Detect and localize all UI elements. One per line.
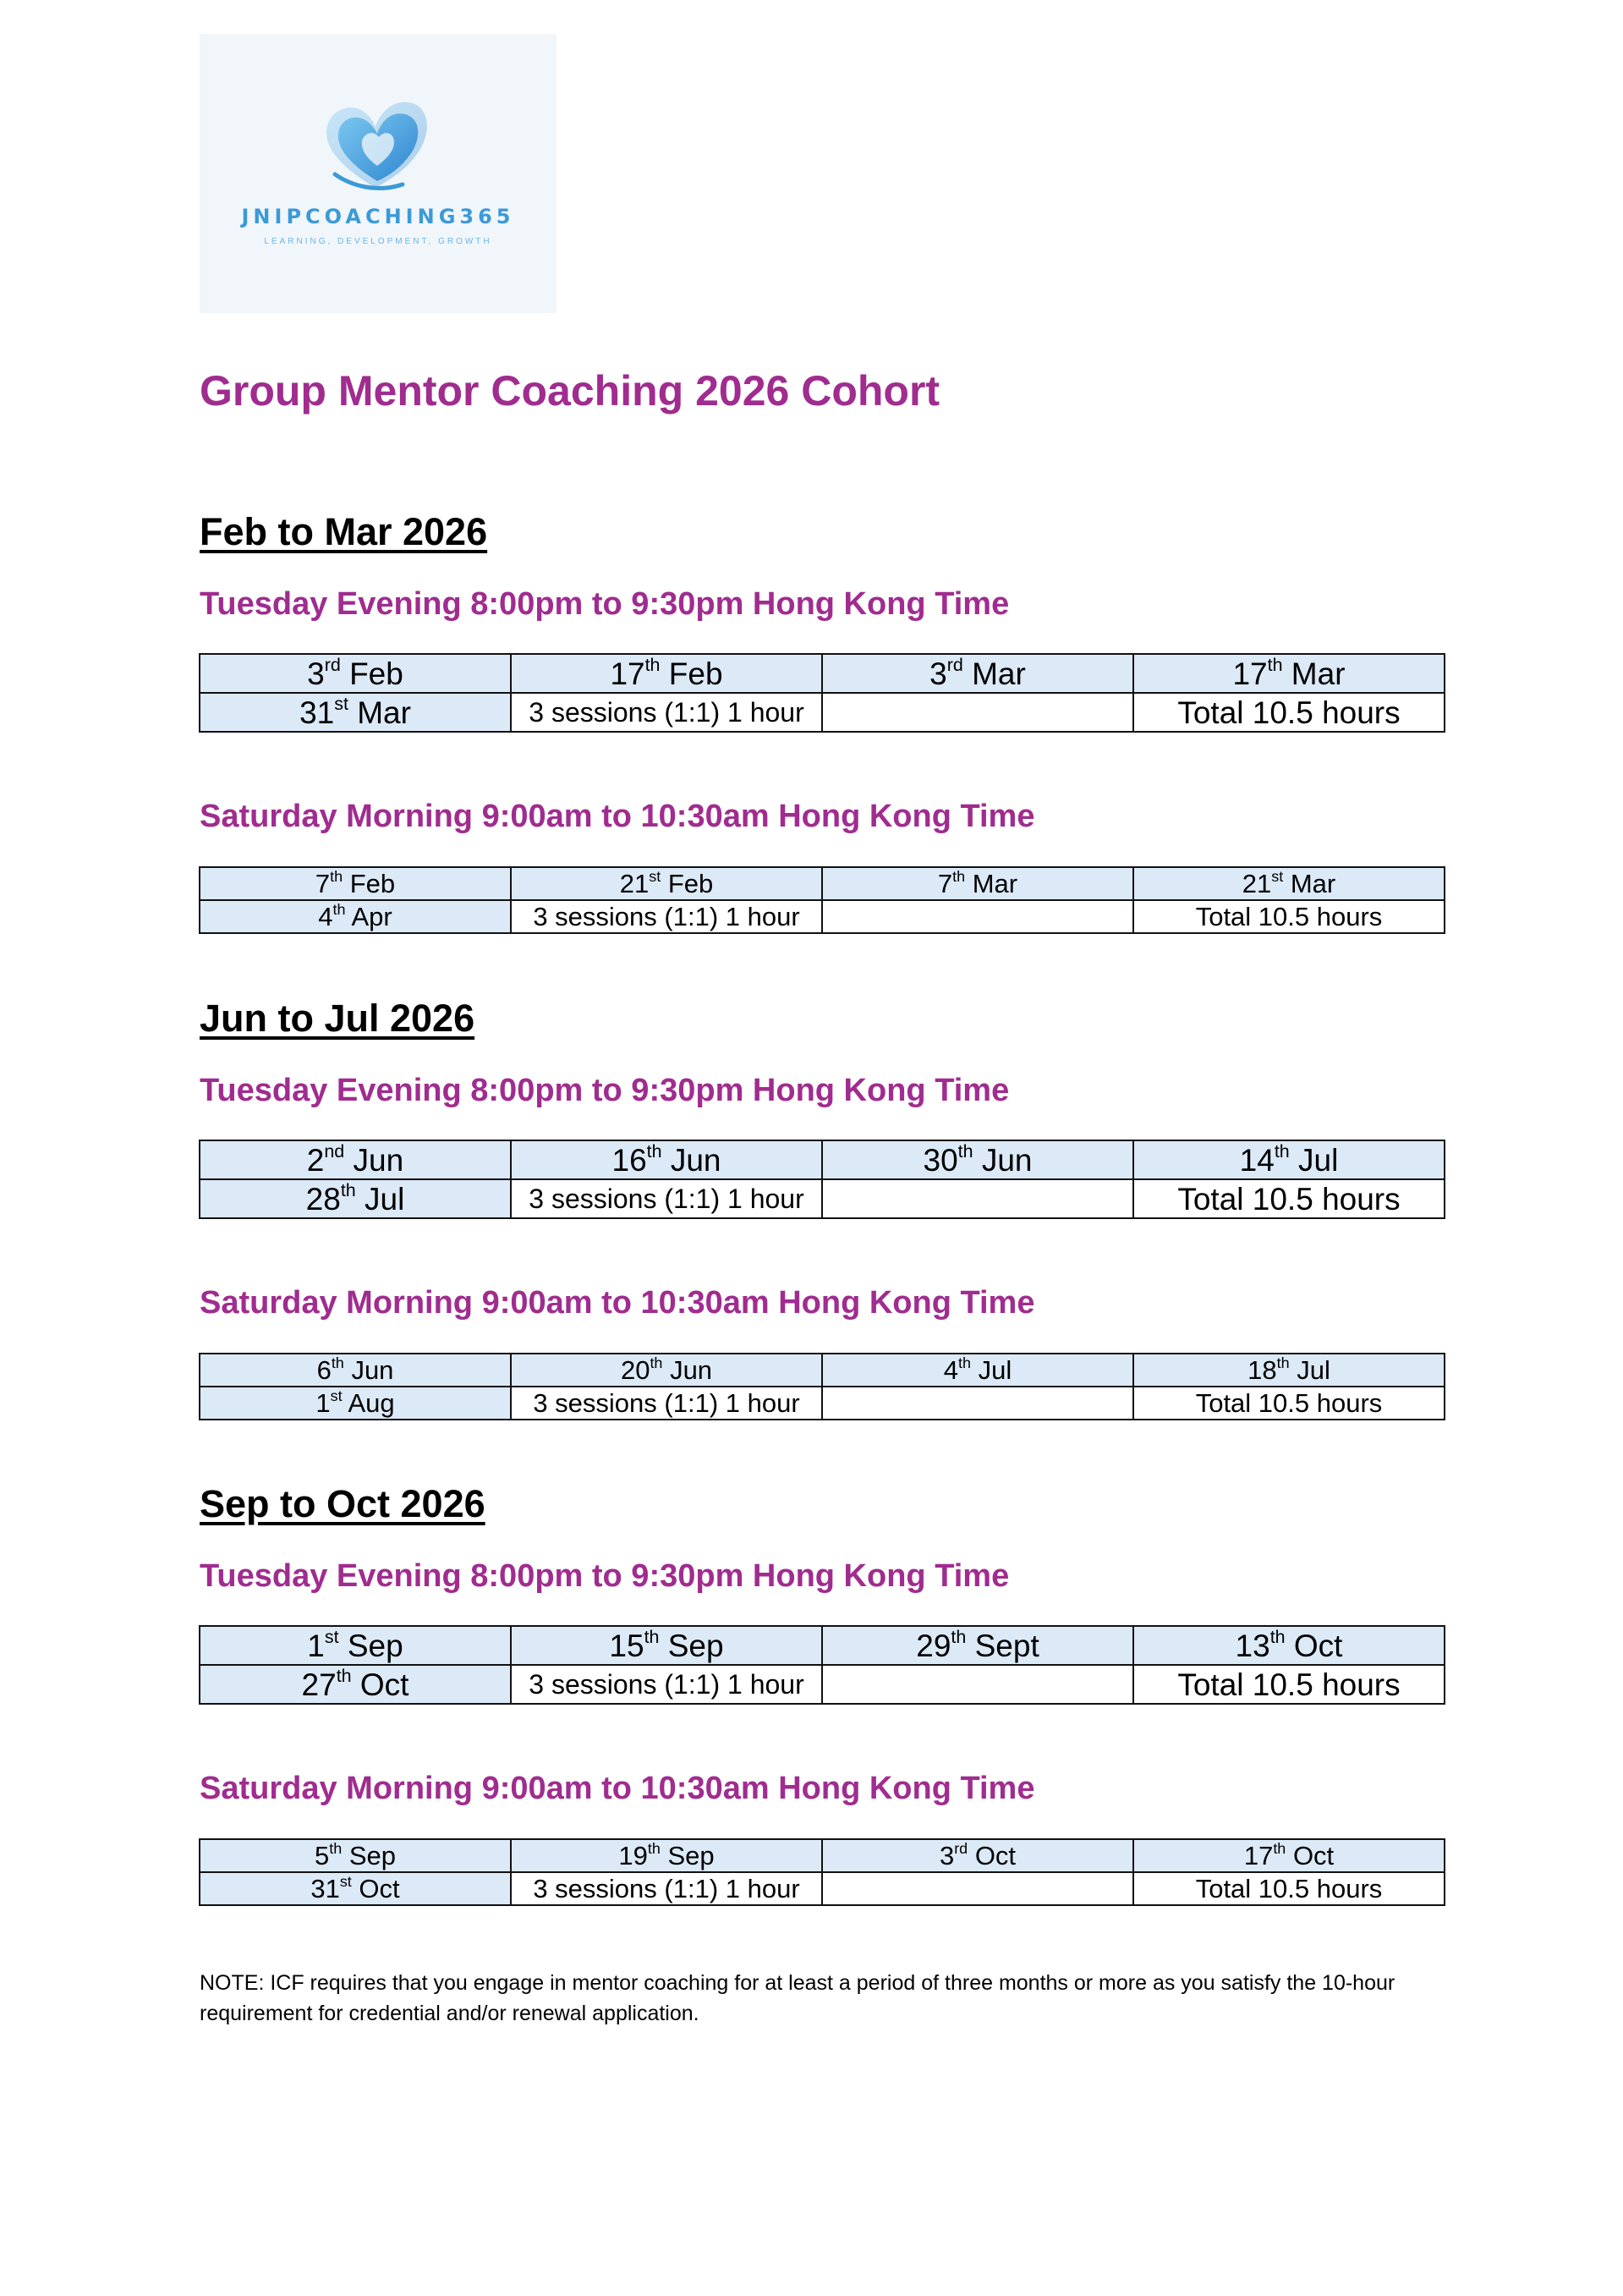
table-row [200, 867, 1445, 900]
table-row [200, 1354, 1445, 1387]
individual-sessions: 3 sessions (1:1) 1 hour [511, 1665, 822, 1704]
table-row [200, 1839, 1445, 1872]
session-date: 1st Sep [200, 1626, 511, 1665]
total-hours: Total 10.5 hours [1133, 693, 1445, 732]
session-date: 31st Oct [200, 1872, 511, 1905]
slot-label: Tuesday Evening 8:00pm to 9:30pm Hong Kong Time [200, 586, 1010, 622]
session-date: 16th Jun [511, 1140, 822, 1179]
session-date: 7th Mar [822, 867, 1133, 900]
empty-cell [822, 1872, 1133, 1905]
slot-label: Saturday Morning 9:00am to 10:30am Hong Kong Time [200, 1285, 1035, 1321]
period-heading: Jun to Jul 2026 [200, 997, 475, 1040]
individual-sessions: 3 sessions (1:1) 1 hour [511, 900, 822, 933]
table-row [200, 654, 1445, 693]
session-date: 31st Mar [200, 693, 511, 732]
session-date: 3rd Feb [200, 654, 511, 693]
empty-cell [822, 900, 1133, 933]
period-heading: Sep to Oct 2026 [200, 1482, 485, 1525]
session-date: 3rd Mar [822, 654, 1133, 693]
table-row [200, 1387, 1445, 1420]
individual-sessions: 3 sessions (1:1) 1 hour [511, 693, 822, 732]
company-logo [200, 34, 557, 313]
logo-tagline: LEARNING, DEVELOPMENT, GROWTH [264, 237, 492, 246]
logo-name: JNIPCOACHING365 [241, 205, 515, 228]
empty-cell [822, 1387, 1133, 1420]
icf-note: NOTE: ICF requires that you engage in mentor coaching for at least a period of three months or more as you satisfy the 10-hour requirement for credential and/or renewal application. [200, 1971, 1395, 2025]
session-date: 7th Feb [200, 867, 511, 900]
total-hours: Total 10.5 hours [1133, 1872, 1445, 1905]
session-date: 17th Mar [1133, 654, 1445, 693]
page-title: Group Mentor Coaching 2026 Cohort [200, 367, 940, 415]
schedule-table [199, 1838, 1445, 1906]
empty-cell [822, 693, 1133, 732]
individual-sessions: 3 sessions (1:1) 1 hour [511, 1179, 822, 1218]
schedule-table [199, 1625, 1445, 1705]
session-date: 28th Jul [200, 1179, 511, 1218]
session-date: 4th Jul [822, 1354, 1133, 1387]
schedule-table [199, 1353, 1445, 1420]
session-date: 6th Jun [200, 1354, 511, 1387]
empty-cell [822, 1665, 1133, 1704]
session-date: 30th Jun [822, 1140, 1133, 1179]
table-row [200, 1872, 1445, 1905]
table-row [200, 1140, 1445, 1179]
schedule-table [199, 1140, 1445, 1219]
session-date: 3rd Oct [822, 1839, 1133, 1872]
session-date: 17th Oct [1133, 1839, 1445, 1872]
session-date: 19th Sep [511, 1839, 822, 1872]
session-date: 14th Jul [1133, 1140, 1445, 1179]
heart-swirl-icon [318, 93, 433, 201]
table-row [200, 1665, 1445, 1704]
session-date: 4th Apr [200, 900, 511, 933]
session-date: 15th Sep [511, 1626, 822, 1665]
slot-label: Tuesday Evening 8:00pm to 9:30pm Hong Kong Time [200, 1558, 1010, 1594]
session-date: 21st Feb [511, 867, 822, 900]
schedule-table [199, 653, 1445, 733]
schedule-table [199, 866, 1445, 934]
total-hours: Total 10.5 hours [1133, 1665, 1445, 1704]
empty-cell [822, 1179, 1133, 1218]
slot-label: Saturday Morning 9:00am to 10:30am Hong Kong Time [200, 799, 1035, 834]
session-date: 13th Oct [1133, 1626, 1445, 1665]
slot-label: Tuesday Evening 8:00pm to 9:30pm Hong Kong Time [200, 1073, 1010, 1108]
session-date: 21st Mar [1133, 867, 1445, 900]
table-row [200, 1179, 1445, 1218]
table-row [200, 900, 1445, 933]
session-date: 18th Jul [1133, 1354, 1445, 1387]
period-heading: Feb to Mar 2026 [200, 510, 488, 553]
session-date: 5th Sep [200, 1839, 511, 1872]
session-date: 20th Jun [511, 1354, 822, 1387]
total-hours: Total 10.5 hours [1133, 900, 1445, 933]
session-date: 17th Feb [511, 654, 822, 693]
table-row [200, 1626, 1445, 1665]
session-date: 2nd Jun [200, 1140, 511, 1179]
slot-label: Saturday Morning 9:00am to 10:30am Hong Kong Time [200, 1771, 1035, 1806]
individual-sessions: 3 sessions (1:1) 1 hour [511, 1387, 822, 1420]
total-hours: Total 10.5 hours [1133, 1179, 1445, 1218]
session-date: 29th Sept [822, 1626, 1133, 1665]
table-row [200, 693, 1445, 732]
session-date: 27th Oct [200, 1665, 511, 1704]
session-date: 1st Aug [200, 1387, 511, 1420]
individual-sessions: 3 sessions (1:1) 1 hour [511, 1872, 822, 1905]
total-hours: Total 10.5 hours [1133, 1387, 1445, 1420]
